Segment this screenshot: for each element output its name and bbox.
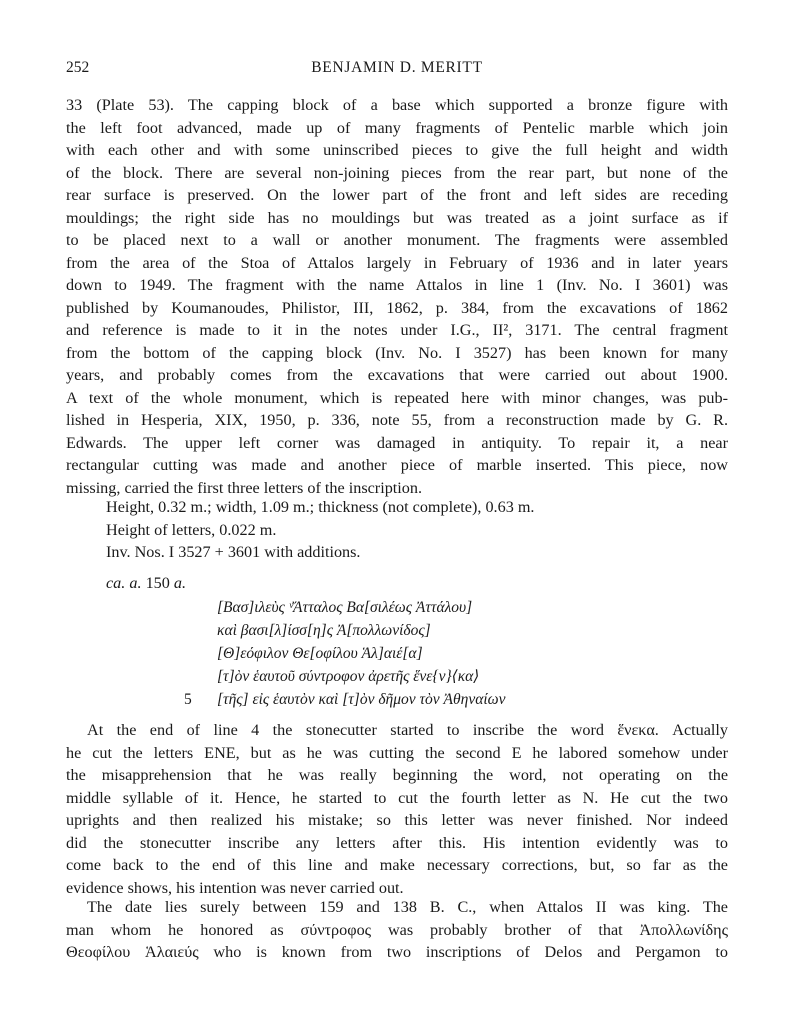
text-line: down to 1949. The fragment with the name Attalos in line 1 (Inv. No. I 3601) was (66, 276, 728, 294)
text-line: At the end of line 4 the stonecutter started to inscribe the word ἕνεκα. Actually (87, 721, 728, 739)
text-line: with each other and with some uninscribed pieces to give the full height and width (66, 141, 728, 159)
letter-height-line: Height of letters, 0.022 m. (106, 520, 277, 539)
text-line: the misapprehension that he was really beginning the word, not operating on the (66, 766, 728, 784)
date-circa: ca. a. (106, 574, 142, 592)
text-line: the left foot advanced, made up of many fragments of Pentelic marble which join (66, 118, 728, 137)
date-suffix: a. (173, 574, 187, 592)
page-header (66, 59, 728, 81)
inventory-line: Inv. Nos. I 3527 + 3601 with additions. (106, 543, 361, 561)
text-line: published by Koumanoudes, Philistor, III, 1862, p. 384, from the excavations of 1862 (66, 298, 728, 317)
inscription-line-text: καὶ βασι[λ]ίσσ[η]ς Ἀ[πολλωνίδος] (217, 622, 431, 639)
text-line: A text of the whole monument, which is repeated here with minor changes, was pub- (66, 388, 728, 407)
text-line: and reference is made to it in the notes under I.G., II², 3171. The central fragment (66, 321, 728, 339)
text-line: evidence shows, his intention was never carried out. (66, 878, 404, 897)
text-line: come back to the end of this line and make necessary corrections, but, so far as the (66, 856, 728, 874)
text-line: lished in Hesperia, XIX, 1950, p. 336, note 55, from a reconstruction made by G. R. (66, 411, 728, 429)
text-line: rectangular cutting was made and another piece of marble inserted. This piece, now (66, 456, 728, 474)
paragraph-commentary (66, 719, 728, 899)
dimensions-line: Height, 0.32 m.; width, 1.09 m.; thickness (not complete), 0.63 m. (106, 498, 535, 516)
inscription-line-text: [Θ]εόφιλον Θε[οφίλου Ἁλ]αιέ[α] (217, 645, 423, 662)
inscription-line-text: [τῆς] εἰς ἑαυτὸν καὶ [τ]ὸν δῆμον τὸν Ἀθηναίων (217, 691, 506, 708)
text-line: missing, carried the first three letters of the inscription. (66, 478, 423, 497)
dimensions-block (106, 496, 534, 564)
text-line: he cut the letters ENE, but as he was cutting the second E he labored somehow under (66, 743, 728, 762)
date-year: 150 (145, 574, 170, 592)
text-line: uprights and then realized his mistake; so this letter was never finished. Nor indeed (66, 811, 728, 829)
text-line: 33 (Plate 53). The capping block of a base which supported a bronze figure with (66, 96, 728, 114)
line-number: 5 (184, 691, 192, 708)
text-line: of the block. There are several non-joining pieces from the rear part, but none of the (66, 163, 728, 182)
text-line: to be placed next to a wall or another monument. The fragments were assembled (66, 231, 728, 249)
text-line: rear surface is preserved. On the lower part of the front and left sides are receding (66, 186, 728, 204)
inscription-line-text: [Βασ]ιλεὺς ᵛἌτταλος Βα[σιλέως Ἀττάλου] (217, 599, 473, 616)
text-line: Edwards. The upper left corner was damaged in antiquity. To repair it, a near (66, 433, 728, 452)
running-head: BENJAMIN D. MERITT (311, 59, 483, 76)
paragraph-entry-33 (66, 94, 728, 499)
date-line (106, 574, 186, 593)
text-line: years, and probably comes from the excavations that were carried out about 1900. (66, 366, 728, 384)
text-line: The date lies surely between 159 and 138 B. C., when Attalos II was king. The (87, 898, 728, 916)
page-number: 252 (66, 59, 90, 76)
text-line: did the stonecutter inscribe any letters after this. His intention evidently was to (66, 833, 728, 852)
text-line: Θεοφίλου Ἁλαιεύς who is known from two inscriptions of Delos and Pergamon to (66, 943, 728, 961)
text-line: middle syllable of it. Hence, he started to cut the fourth letter as N. He cut the two (66, 788, 728, 807)
text-line: mouldings; the right side has no mouldings but was treated as a joint surface as if (66, 208, 728, 227)
inscription-line-text: [τ]ὸν ἑαυτοῦ σύντροφον ἀρετῆς ἕνε{ν}⟨κα⟩ (217, 668, 480, 685)
text-line: from the bottom of the capping block (Inv. No. I 3527) has been known for many (66, 343, 728, 362)
text-line: man whom he honored as σύντροφος was probably brother of that Ἀπολλωνίδης (66, 920, 728, 939)
paragraph-date (66, 896, 728, 964)
text-line: from the area of the Stoa of Attalos largely in February of 1936 and in later years (66, 253, 728, 272)
